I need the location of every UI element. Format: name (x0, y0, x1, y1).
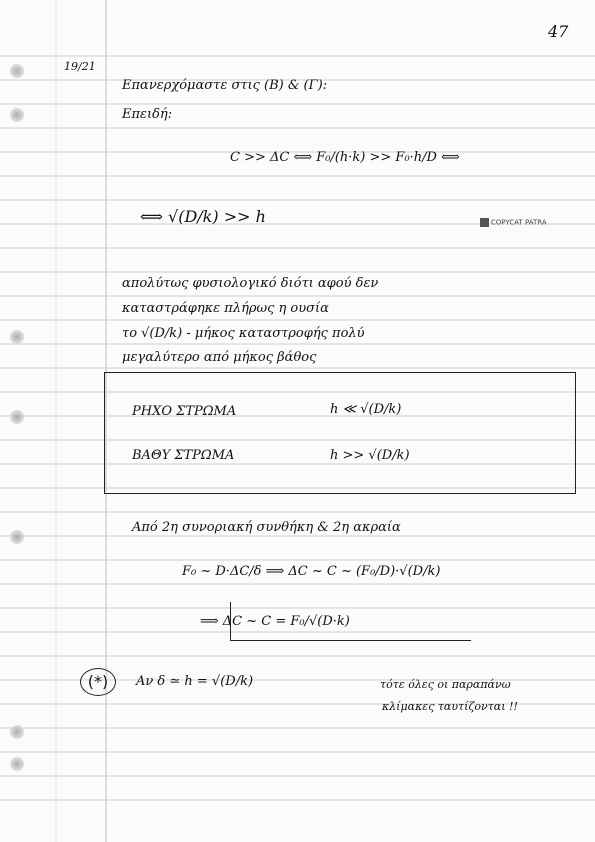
line-12: F₀ ~ D·ΔC/δ ⟹ ΔC ~ C ~ (F₀/D)·√(D/k) (182, 564, 441, 579)
line-7: το √(D/k) - μήκος καταστροφής πολύ (122, 326, 365, 341)
line-3: C >> ΔC ⟺ F₀/(h·k) >> F₀·h/D ⟺ (230, 150, 460, 165)
punch-hole-5 (10, 530, 24, 544)
deep-layer-condition: h >> √(D/k) (330, 448, 410, 463)
line-14-note: τότε όλες οι παραπάνω (380, 678, 511, 691)
line-2: Επειδή: (122, 107, 173, 122)
copycat-logo-icon (480, 218, 489, 227)
page-number: 47 (548, 22, 569, 41)
layer-summary-box (104, 372, 576, 494)
line-5: απολύτως φυσιολογικό διότι αφού δεν (122, 276, 379, 291)
line-8: μεγαλύτερο από μήκος βάθος (122, 350, 317, 365)
line-15: κλίμακες ταυτίζονται !! (382, 700, 518, 713)
shallow-layer-condition: h ≪ √(D/k) (330, 402, 402, 417)
line-13: ⟹ ΔC ~ C = F₀/√(D·k) (200, 614, 350, 629)
deep-layer-label: ΒΑΘΥ ΣΤΡΩΜΑ (132, 448, 235, 463)
punch-hole-7 (10, 757, 24, 771)
punch-hole-2 (10, 108, 24, 122)
line-4: ⟺ √(D/k) >> h (140, 207, 266, 226)
line-1: Επανερχόμαστε στις (B) & (Γ): (122, 78, 328, 93)
line-6: καταστράφηκε πλήρως η ουσία (122, 301, 329, 316)
punch-hole-6 (10, 725, 24, 739)
line-11: Από 2η συνοριακή συνθήκη & 2η ακραία (132, 520, 401, 535)
copycat-stamp: COPYCAT PATRA (480, 218, 547, 227)
punch-hole-3 (10, 330, 24, 344)
line-14: Αν δ ≃ h = √(D/k) (136, 674, 254, 689)
note-star-marker: (*) (80, 668, 116, 696)
punch-hole-1 (10, 64, 24, 78)
punch-hole-4 (10, 410, 24, 424)
shallow-layer-label: ΡΗΧΟ ΣΤΡΩΜΑ (132, 404, 237, 419)
date-label: 19/21 (64, 60, 96, 73)
